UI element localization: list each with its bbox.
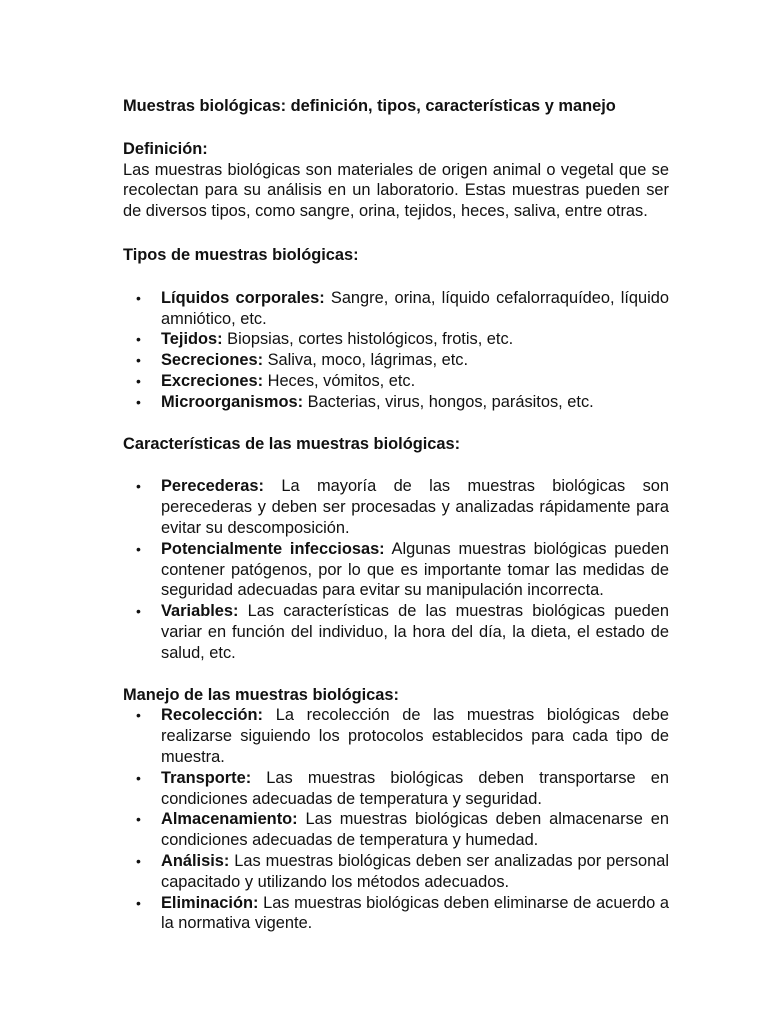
characteristics-heading: Características de las muestras biológicas: [123,434,461,453]
list-item [123,851,669,893]
list-item-text: Saliva, moco, lágrimas, etc. [263,351,469,370]
types-heading: Tipos de muestras biológicas: [123,245,359,264]
document-page [123,96,669,934]
list-item [123,539,669,601]
list-item [123,371,669,392]
handling-list [123,705,669,934]
list-item [123,329,669,350]
list-item-text: Bacterias, virus, hongos, parásitos, etc. [303,392,594,411]
list-item-term: Análisis: [161,851,230,870]
list-item-term: Perecederas: [161,477,264,496]
list-item [123,601,669,663]
list-item-text: Sangre, orina, líquido cefalorraquídeo, líquido amniótico, etc. [161,288,669,328]
list-item-text: La mayoría de las muestras biológicas son perecederas y deben ser procesadas y analizadas rápidamente para evitar su descomposición. [161,477,669,537]
list-item-term: Recolección: [161,706,264,725]
types-list [123,288,669,413]
list-item-text: La recolección de las muestras biológicas debe realizarse siguiendo los protocolos establecidos para cada tipo de muestra. [161,706,669,766]
list-item-term: Secreciones: [161,351,264,370]
list-item [123,768,669,810]
list-item-text: Biopsias, cortes histológicos, frotis, etc. [222,330,514,349]
list-item [123,476,669,538]
definition-heading: Definición: [123,139,208,158]
handling-heading: Manejo de las muestras biológicas: [123,685,399,704]
list-item [123,350,669,371]
list-item-term: Eliminación: [161,893,259,912]
list-item [123,288,669,330]
list-item-text: Las muestras biológicas deben transportarse en condiciones adecuadas de temperatura y seguridad. [161,768,669,808]
list-item-term: Variables: [161,602,239,621]
list-item-text: Heces, vómitos, etc. [263,371,416,390]
list-item [123,893,669,935]
list-item-term: Líquidos corporales: [161,288,325,307]
document-title: Muestras biológicas: definición, tipos, características y manejo [123,97,616,115]
list-item-text: Algunas muestras biológicas pueden contener patógenos, por lo que es importante tomar las medidas de seguridad adecuadas para evitar su manipulación incorrecta. [161,539,669,600]
definition-paragraph: Las muestras biológicas son materiales de origen animal o vegetal que se recolectan para su análisis en un laboratorio. Estas muestras pueden ser de diversos tipos, como sangre, orina, tejidos, heces, saliva, entre otras. [123,160,669,221]
list-item-term: Tejidos: [161,330,223,349]
list-item-term: Transporte: [161,768,252,787]
list-item [123,705,669,767]
list-item-text: Las muestras biológicas deben ser analizadas por personal capacitado y utilizando los métodos adecuados. [161,851,669,891]
list-item-text: Las muestras biológicas deben almacenarse en condiciones adecuadas de temperatura y humedad. [161,810,669,850]
list-item-term: Potencialmente infecciosas: [161,539,385,558]
list-item-term: Almacenamiento: [161,810,298,829]
list-item-term: Microorganismos: [161,392,304,411]
characteristics-list [123,476,669,663]
list-item-text: Las muestras biológicas deben eliminarse de acuerdo a la normativa vigente. [161,893,669,933]
list-item-text: Las características de las muestras biológicas pueden variar en función del individuo, la hora del día, la dieta, el estado de salud, etc. [161,602,669,662]
list-item-term: Excreciones: [161,371,264,390]
list-item [123,392,669,413]
list-item [123,809,669,851]
